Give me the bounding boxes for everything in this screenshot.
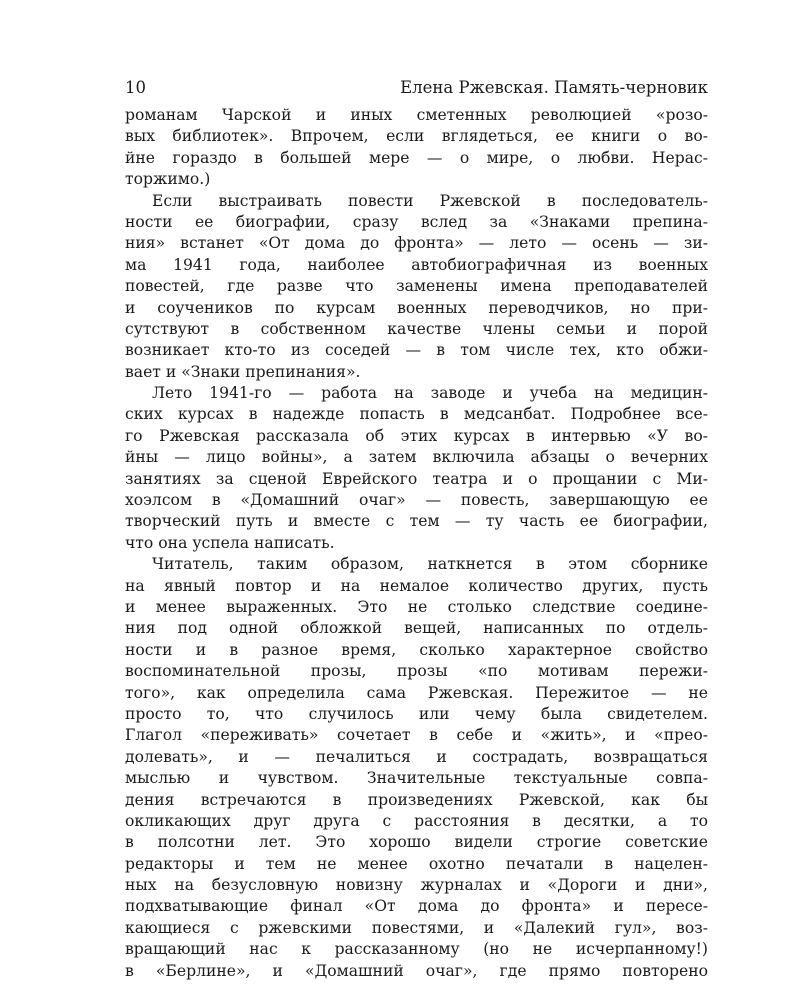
text-line: и менее выраженных. Это не столько следствие соедине- <box>125 597 708 616</box>
text-line: просто то, что случилось или чему была свидетелем. <box>125 704 708 723</box>
text-line: вает и «Знаки препинания». <box>125 362 361 381</box>
text-line: Лето 1941-го — работа на заводе и учеба на медицин- <box>152 384 708 403</box>
text-line: редакторы и тем не менее охотно печатали в нацелен- <box>125 854 708 873</box>
text-line: мыслью и чувством. Значительные текстуальные совпа- <box>125 769 708 788</box>
text-line: того», как определила сама Ржевская. Пережитое — не <box>125 683 708 702</box>
body-text <box>125 105 708 982</box>
text-line: окликающих друг друга с расстояния в десятки, а то <box>125 811 708 830</box>
text-line: возникает кто-то из соседей — в том числе тех, кто обжи- <box>125 341 708 360</box>
text-line: и соучеников по курсам военных переводчиков, но при- <box>125 298 708 317</box>
text-line: Читатель, таким образом, наткнется в этом сборнике <box>152 555 708 574</box>
text-line: торжимо.) <box>125 170 211 189</box>
text-line: в «Берлине», и «Домашний очаг», где прямо повторено <box>125 961 708 980</box>
text-line: йне гораздо в большей мере — о мире, о любви. Нерас- <box>125 148 708 167</box>
text-line: ных на безусловную новизну журналах и «Дороги и дни», <box>125 876 708 895</box>
text-line: творческий путь и вместе с тем — ту часть ее биографии, <box>125 512 708 531</box>
text-line: в полсотни лет. Это хорошо видели строгие советские <box>125 833 708 852</box>
text-line: дения встречаются в произведениях Ржевской, как бы <box>125 790 708 809</box>
text-line: хоэлсом в «Домашний очаг» — повесть, завершающую ее <box>125 491 708 510</box>
text-line: Если выстраивать повести Ржевской в последователь- <box>152 191 708 210</box>
page-header <box>125 76 708 100</box>
text-line: ния» встанет «От дома до фронта» — лето — осень — зи- <box>125 234 708 253</box>
text-line: долевать», и — печалиться и сострадать, возвращаться <box>125 747 708 766</box>
text-line: Глагол «переживать» сочетает в себе и «жить», и «прео- <box>125 726 708 745</box>
text-line: занятиях за сценой Еврейского театра и о прощании с Ми- <box>125 469 708 488</box>
text-line: ности и в разное время, сколько характерное свойство <box>125 640 708 659</box>
text-line: вращающий нас к рассказанному (но не исчерпанному!) <box>125 940 708 959</box>
text-line: го Ржевская рассказала об этих курсах в интервью «У во- <box>125 426 708 445</box>
text-line: воспоминательной прозы, прозы «по мотивам пережи- <box>125 662 708 681</box>
text-line: ности ее биографии, сразу вслед за «Знаками препина- <box>125 212 708 231</box>
text-line: ния под одной обложкой вещей, написанных по отдель- <box>125 619 708 638</box>
text-line: йны — лицо войны», а затем включила абзацы о вечерних <box>125 448 708 467</box>
text-line: кающиеся с ржевскими повестями, и «Далекий гул», воз- <box>125 918 708 937</box>
text-line: вых библиотек». Впрочем, если вглядеться, ее книги о во- <box>125 127 708 146</box>
text-line: ских курсах в надежде попасть в медсанбат. Подробнее все- <box>125 405 708 424</box>
text-line: романам Чарской и иных сметенных революцией «розо- <box>125 106 708 124</box>
text-line: сутствуют в собственном качестве члены семьи и порой <box>125 319 708 338</box>
text-line: на явный повтор и на немалое количество других, пусть <box>125 576 708 595</box>
text-line: что она успела написать. <box>125 533 335 552</box>
text-line: ма 1941 года, наиболее автобиографичная из военных <box>125 255 708 274</box>
text-line: подхватывающие финал «От дома до фронта» и пересе- <box>125 897 708 916</box>
page-number: 10 <box>125 78 146 97</box>
running-title: Елена Ржевская. Память-черновик <box>400 78 708 97</box>
text-line: повестей, где разве что заменены имена преподавателей <box>125 277 708 296</box>
